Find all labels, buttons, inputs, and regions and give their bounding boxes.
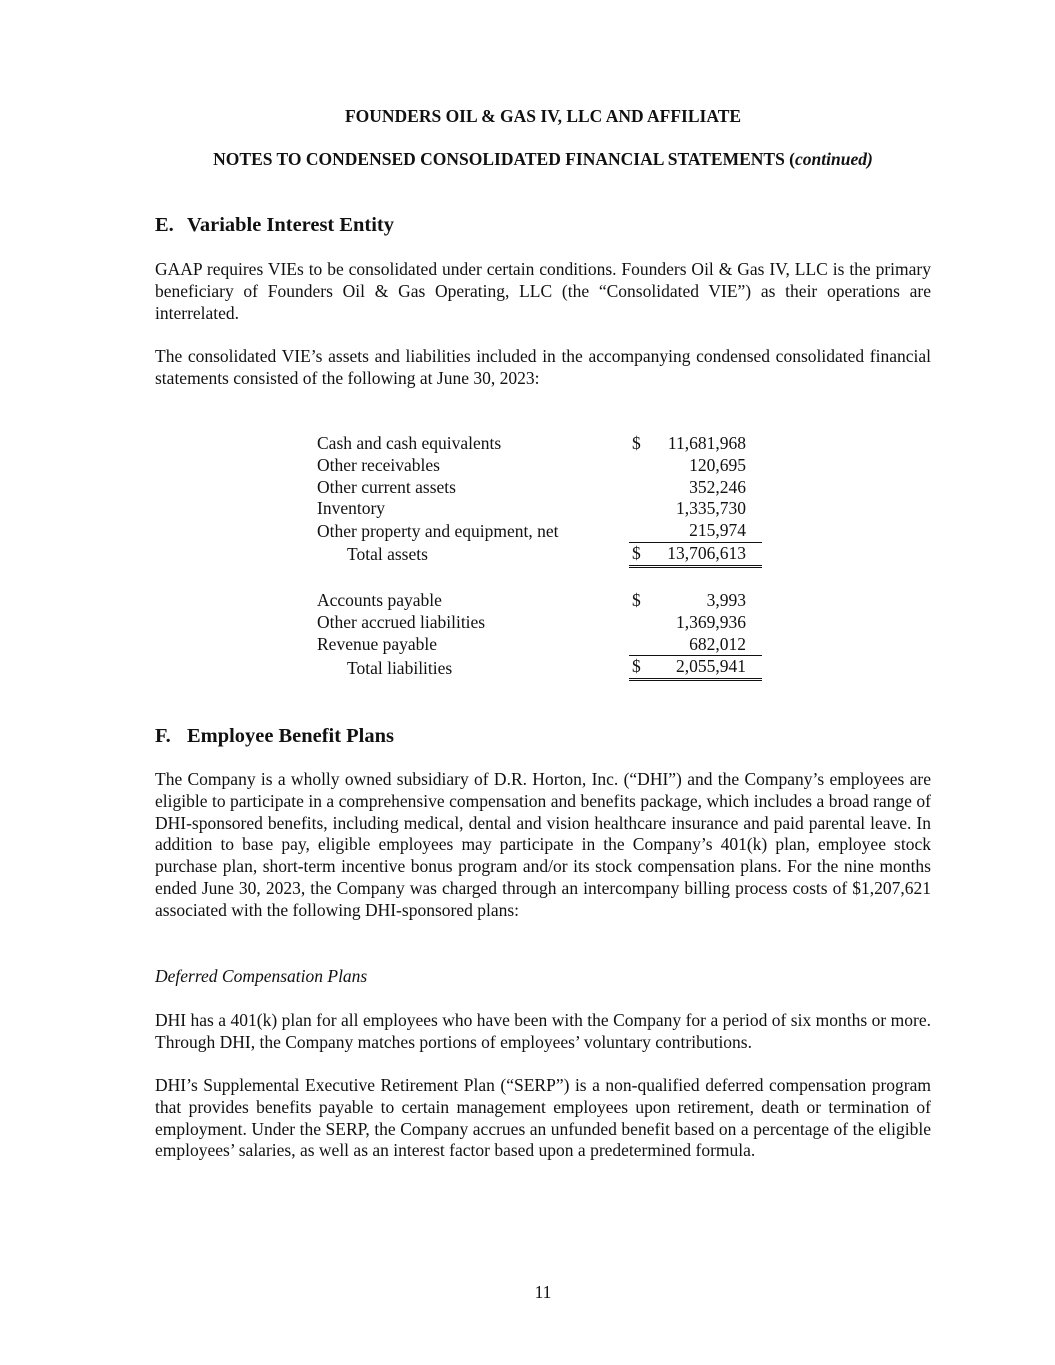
asset-row <box>317 520 762 542</box>
asset-currency <box>629 498 646 520</box>
total-assets-row <box>317 542 762 566</box>
total-liabilities-amount: 2,055,941 <box>646 656 762 680</box>
total-assets-amount: 13,706,613 <box>646 542 762 566</box>
section-e-letter: E. <box>155 214 174 236</box>
section-f-paragraph-2: DHI has a 401(k) plan for all employees who have been with the Company for a period of six months or more. Through DHI, the Company matches portions of employees’ voluntary contributions. <box>155 1010 931 1052</box>
liability-currency: $ <box>632 590 641 610</box>
section-e-paragraph-2: The consolidated VIE’s assets and liabilities included in the accompanying condensed consolidated financial statements consisted of the following at June 30, 2023: <box>155 346 931 388</box>
liability-label: Other accrued liabilities <box>317 611 486 632</box>
section-f-title: Employee Benefit Plans <box>187 725 394 747</box>
asset-currency: $ <box>632 433 641 453</box>
asset-amount: 352,246 <box>689 476 746 497</box>
section-f-paragraph-1: The Company is a wholly owned subsidiary of D.R. Horton, Inc. (“DHI”) and the Company’s employees are eligible to participate in a comprehensive compensation and benefits package, which includes a broad range of DHI-sponsored benefits, including medical, dental and vision healthcare insurance and paid parental leave. In addition to base pay, eligible employees may participate in the Company’s 401(k) plan, employee stock purchase plan, short-term incentive bonus program and/or its stock compensation plans. For the nine months ended June 30, 2023, the Company was charged through an intercompany billing process costs of $1,207,621 associated with the following DHI-sponsored plans: <box>155 769 931 920</box>
liability-row <box>317 634 762 656</box>
section-f-letter: F. <box>155 725 171 747</box>
total-liabilities-currency: $ <box>629 656 646 680</box>
section-e-paragraph-1: GAAP requires VIEs to be consolidated under certain conditions. Founders Oil & Gas IV, LLC is the primary beneficiary of Founders Oil & Gas Operating, LLC (the “Consolidated VIE”) as their operations are interrelated. <box>155 259 931 323</box>
liabilities-table <box>317 590 762 681</box>
asset-currency <box>629 477 646 499</box>
total-assets-currency: $ <box>629 542 646 566</box>
liability-amount: 3,993 <box>706 590 746 610</box>
liability-row <box>317 590 762 612</box>
total-liabilities-label: Total liabilities <box>347 657 453 678</box>
notes-title-continued: continued) <box>795 149 873 169</box>
liability-amount: 1,369,936 <box>676 611 746 632</box>
liability-label: Revenue payable <box>317 634 438 655</box>
company-title: FOUNDERS OIL & GAS IV, LLC AND AFFILIATE <box>344 106 742 126</box>
asset-amount: 120,695 <box>689 454 746 475</box>
asset-label: Other property and equipment, net <box>317 520 559 541</box>
asset-label: Inventory <box>317 498 386 519</box>
asset-row <box>317 433 762 455</box>
notes-title-text: NOTES TO CONDENSED CONSOLIDATED FINANCIAL STATEMENTS ( <box>213 149 796 169</box>
section-f-heading <box>155 726 394 748</box>
asset-currency <box>629 520 646 542</box>
notes-title <box>155 149 931 171</box>
asset-currency <box>629 455 646 477</box>
section-f-paragraph-3: DHI’s Supplemental Executive Retirement Plan (“SERP”) is a non-qualified deferred compensation program that provides benefits payable to certain management employees upon retirement, death or termination of employment. Under the SERP, the Company accrues an unfunded benefit based on a percentage of the eligible employees’ salaries, as well as an interest factor based upon a predetermined formula. <box>155 1075 931 1161</box>
liability-amount: 682,012 <box>646 634 762 656</box>
deferred-compensation-subheading: Deferred Compensation Plans <box>155 966 368 986</box>
total-liabilities-row <box>317 656 762 680</box>
asset-amount: 1,335,730 <box>676 498 746 519</box>
asset-row <box>317 455 762 477</box>
asset-row <box>317 498 762 520</box>
asset-label: Other current assets <box>317 476 456 497</box>
asset-label: Other receivables <box>317 454 440 475</box>
liability-currency <box>629 612 646 634</box>
asset-amount: 11,681,968 <box>667 433 746 453</box>
total-assets-label: Total assets <box>347 544 428 565</box>
asset-amount: 215,974 <box>646 520 762 542</box>
liability-label: Accounts payable <box>317 590 442 610</box>
asset-row <box>317 477 762 499</box>
liability-row <box>317 612 762 634</box>
page-number: 11 <box>534 1282 552 1302</box>
section-e-title: Variable Interest Entity <box>187 214 394 236</box>
liability-currency <box>629 634 646 656</box>
asset-label: Cash and cash equivalents <box>317 433 502 453</box>
assets-table <box>317 433 762 568</box>
section-e-heading <box>155 215 394 237</box>
